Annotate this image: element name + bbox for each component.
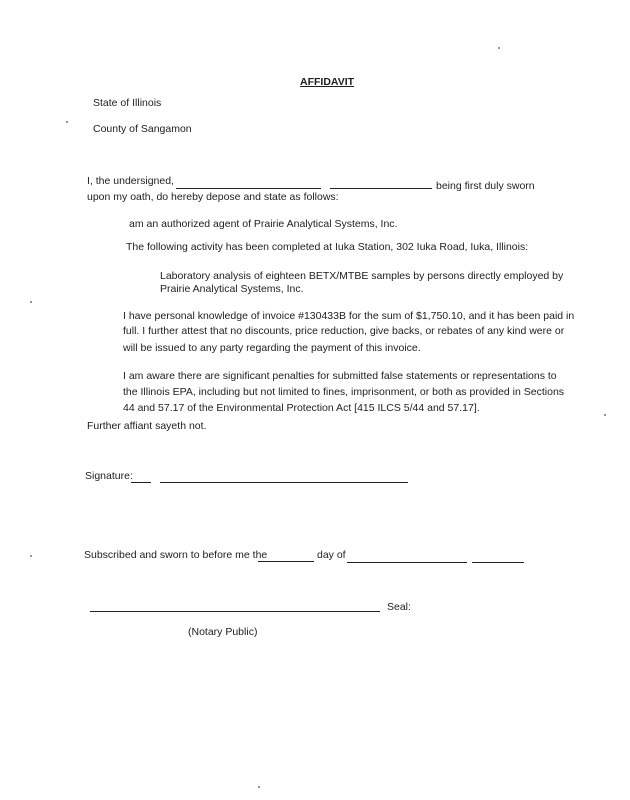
scan-speck: [258, 786, 260, 788]
scan-speck: [498, 47, 500, 49]
scan-speck: [604, 414, 606, 416]
activity-detail-line2: Prairie Analytical Systems, Inc.: [160, 283, 304, 295]
name-blank-line: [176, 188, 321, 189]
scan-speck: [30, 301, 32, 303]
penalty-line3: 44 and 57.17 of the Environmental Protection Act [415 ILCS 5/44 and 57.17].: [123, 402, 480, 414]
document-title: AFFIDAVIT: [300, 76, 355, 88]
title-blank-line: [330, 188, 432, 189]
penalty-line2: the Illinois EPA, including but not limited to fines, imprisonment, or both as provided in Sections: [123, 386, 565, 398]
intro-text-line2: upon my oath, do hereby depose and state as follows:: [87, 191, 339, 203]
year-blank-line: [472, 562, 524, 563]
intro-text-end: being first duly sworn: [436, 180, 535, 192]
invoice-line2: full. I further attest that no discounts, price reduction, give backs, or rebates of any kind were or: [123, 325, 565, 337]
scan-speck: [66, 121, 68, 123]
agent-statement: am an authorized agent of Prairie Analytical Systems, Inc.: [129, 218, 398, 230]
signature-blank-short: [131, 482, 151, 483]
day-blank-line: [258, 561, 314, 562]
scan-speck: [30, 555, 32, 557]
month-blank-line: [347, 562, 467, 563]
activity-detail-line1: Laboratory analysis of eighteen BETX/MTBE samples by persons directly employed by: [160, 270, 564, 282]
day-of-text: day of: [317, 549, 346, 561]
state-line: State of Illinois: [93, 97, 162, 109]
invoice-line3: will be issued to any party regarding the payment of this invoice.: [123, 342, 421, 354]
notary-blank-line: [90, 611, 380, 612]
seal-label: Seal:: [387, 601, 411, 613]
further-affiant: Further affiant sayeth not.: [87, 420, 207, 432]
signature-blank-line: [160, 482, 408, 483]
penalty-line1: I am aware there are significant penalties for submitted false statements or representations to: [123, 370, 557, 382]
notary-label: (Notary Public): [188, 626, 258, 638]
activity-statement: The following activity has been completed at Iuka Station, 302 Iuka Road, Iuka, Illinois:: [126, 241, 529, 253]
subscribed-text: Subscribed and sworn to before me the: [84, 549, 268, 561]
signature-label: Signature:: [85, 470, 133, 482]
invoice-line1: I have personal knowledge of invoice #130433B for the sum of $1,750.10, and it has been paid in: [123, 310, 575, 322]
intro-text-start: I, the undersigned,: [87, 175, 174, 187]
county-line: County of Sangamon: [93, 123, 192, 135]
